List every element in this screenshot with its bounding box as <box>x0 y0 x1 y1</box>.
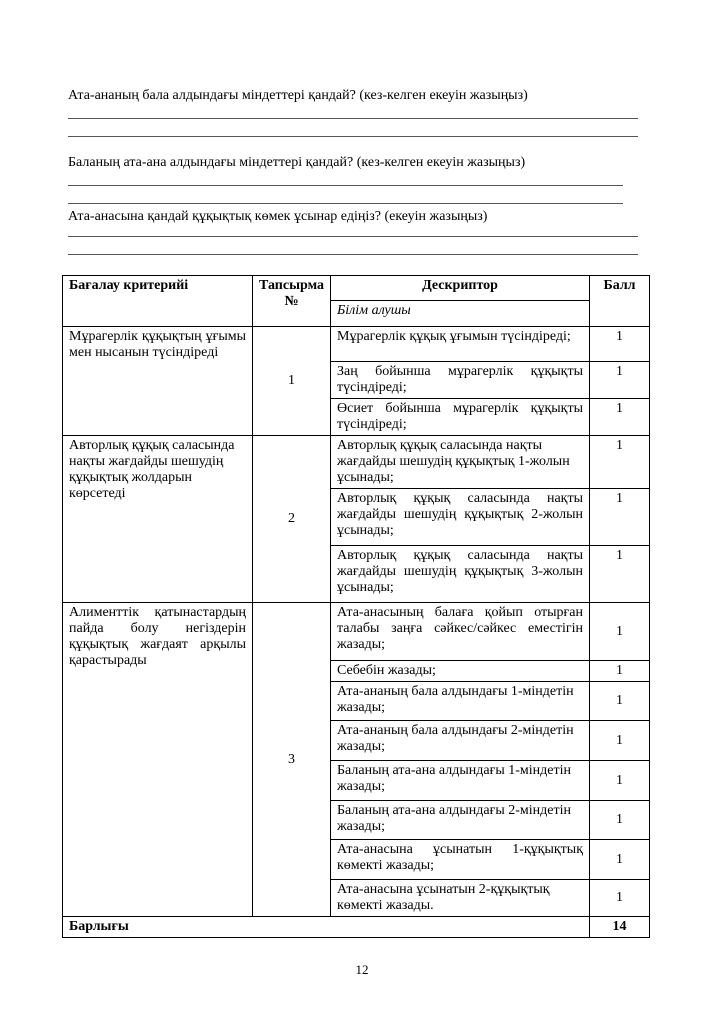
score-cell: 1 <box>590 327 650 362</box>
answer-line[interactable] <box>68 254 638 255</box>
header-task: Тапсырма № <box>253 276 331 327</box>
descriptor-cell: Баланың ата-ана алдындағы 1-міндетін жазады; <box>331 761 590 801</box>
answer-line[interactable] <box>68 136 638 137</box>
score-cell: 1 <box>590 603 650 661</box>
score-cell: 1 <box>590 721 650 761</box>
header-descriptor: Дескриптор <box>331 276 590 301</box>
descriptor-cell: Баланың ата-ана алдындағы 2-міндетін жазады; <box>331 801 590 840</box>
answer-line[interactable] <box>68 203 623 204</box>
score-cell: 1 <box>590 661 650 682</box>
descriptor-cell: Ата-анасына ұсынатын 2-құқықтық көмекті жазады. <box>331 880 590 917</box>
descriptor-cell: Ата-анасының балаға қойып отырған талабы заңға сәйкес/сәйкес еместігін жазады; <box>331 603 590 661</box>
score-cell: 1 <box>590 880 650 917</box>
descriptor-cell: Себебін жазады; <box>331 661 590 682</box>
page-number: 12 <box>355 962 369 977</box>
header-learner: Білім алушы <box>331 301 590 327</box>
answer-line[interactable] <box>68 236 638 237</box>
descriptor-cell: Авторлық құқық саласында нақты жағдайды шешудің құқықтық 1-жолын ұсынады; <box>331 436 590 489</box>
task-number: 2 <box>253 436 331 603</box>
score-cell: 1 <box>590 489 650 546</box>
task-number: 3 <box>253 603 331 917</box>
score-cell: 1 <box>590 682 650 721</box>
score-cell: 1 <box>590 362 650 399</box>
descriptor-cell: Өсиет бойынша мұрагерлік құқықты түсіндіреді; <box>331 399 590 436</box>
question-3: Ата-анасына қандай құқықтық көмек ұсынар едіңіз? (екеуін жазыңыз) <box>68 209 488 224</box>
task-number: 1 <box>253 327 331 436</box>
descriptor-cell: Ата-ананың бала алдындағы 2-міндетін жазады; <box>331 721 590 761</box>
score-cell: 1 <box>590 801 650 840</box>
descriptor-cell: Заң бойынша мұрагерлік құқықты түсіндіреді; <box>331 362 590 399</box>
score-cell: 1 <box>590 399 650 436</box>
criterion-cell: Авторлық құқық саласында нақты жағдайды шешудің құқықтық жолдарын көрсетеді <box>63 436 253 603</box>
total-label: Барлығы <box>63 917 590 938</box>
criterion-cell: Алименттік қатынастардың пайда болу негіздерін құқықтық жағдаят арқылы қарастырады <box>63 603 253 917</box>
question-1: Ата-ананың бала алдындағы міндеттері қандай? (кез-келген екеуін жазыңыз) <box>68 88 528 103</box>
question-2: Баланың ата-ана алдындағы міндеттері қандай? (кез-келген екеуін жазыңыз) <box>68 155 526 170</box>
assessment-table <box>62 275 650 938</box>
total-value: 14 <box>590 917 650 938</box>
score-cell: 1 <box>590 436 650 489</box>
score-cell: 1 <box>590 761 650 801</box>
answer-line[interactable] <box>68 118 638 119</box>
descriptor-cell: Ата-анасына ұсынатын 1-құқықтық көмекті жазады; <box>331 840 590 880</box>
descriptor-cell: Авторлық құқық саласында нақты жағдайды шешудің құқықтық 2-жолын ұсынады; <box>331 489 590 546</box>
score-cell: 1 <box>590 840 650 880</box>
header-score: Балл <box>590 276 650 327</box>
score-cell: 1 <box>590 546 650 603</box>
criterion-cell: Мұрагерлік құқықтың ұғымы мен нысанын түсіндіреді <box>63 327 253 436</box>
descriptor-cell: Авторлық құқық саласында нақты жағдайды шешудің құқықтық 3-жолын ұсынады; <box>331 546 590 603</box>
descriptor-cell: Мұрагерлік құқық ұғымын түсіндіреді; <box>331 327 590 362</box>
header-criteria: Бағалау критерийі <box>63 276 253 327</box>
descriptor-cell: Ата-ананың бала алдындағы 1-міндетін жазады; <box>331 682 590 721</box>
answer-line[interactable] <box>68 185 623 186</box>
